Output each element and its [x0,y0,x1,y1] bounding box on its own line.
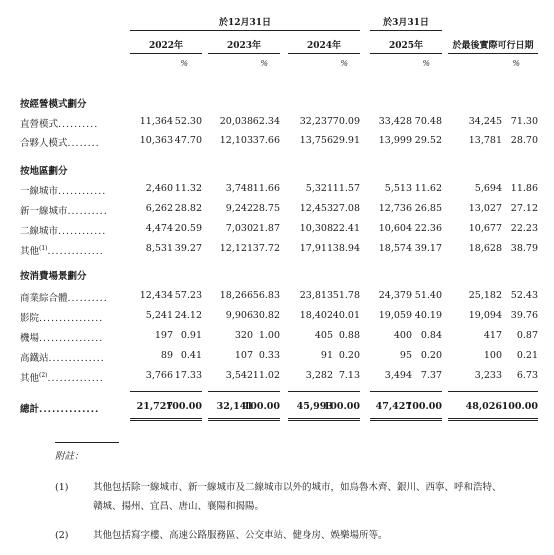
total-2022-count: 21,727 [136,401,173,412]
percent-symbol-latest: % [512,59,520,68]
cell-2025-count: 12,736 [378,203,412,214]
cell-latest-percent: 6.73 [516,370,538,381]
row-label: 合夥人模式........ [20,138,100,149]
cell-2023-count: 3,542 [225,370,253,381]
total-2025-count: 47,427 [375,401,412,412]
notes-divider [55,442,119,443]
cell-2023-count: 18,266 [219,290,253,301]
cell-2023-percent: 62.34 [252,116,280,127]
footnote-ref: (2) [39,371,48,379]
cell-latest-percent: 22.23 [510,223,538,234]
cell-latest-percent: 52.43 [510,290,538,301]
cell-2025-percent: 39.17 [414,243,442,254]
table-row [0,310,554,326]
cell-2023-count: 7,030 [225,223,253,234]
cell-2025-count: 33,428 [378,116,412,127]
footnote-ref: (1) [39,244,48,252]
cell-2024-percent: 40.01 [332,310,360,321]
row-label: 其他$^{(2)}$.............. [20,371,104,384]
footnote-2 [55,526,515,546]
row-label: 其他$^{(1)}$.............. [20,244,104,257]
total-latest-percent: 100.00 [501,401,538,412]
cell-2022-count: 8,531 [145,243,173,254]
cell-2024-percent: 38.94 [332,243,360,254]
cell-latest-percent: 28.70 [510,135,538,146]
cell-2025-count: 95 [399,350,412,361]
cell-2023-percent: 37.66 [252,135,280,146]
table-row [0,183,554,199]
cell-2022-count: 2,460 [145,183,173,194]
cell-2024-percent: 7.13 [338,370,360,381]
total-row [0,401,554,417]
cell-2022-count: 10,363 [139,135,173,146]
total-top-rule-2025 [370,391,442,392]
total-top-rule-2022 [130,391,202,392]
header-group-fy: 於12月31日 [218,18,272,28]
cell-2023-count: 320 [234,330,253,341]
header-rule-2024 [288,53,360,54]
total-2024-percent: 100.00 [323,401,360,412]
cell-2024-percent: 22.41 [332,223,360,234]
cell-2025-percent: 22.36 [414,223,442,234]
row-label: 機場................ [20,333,104,344]
cell-2023-percent: 28.75 [252,203,280,214]
total-2025-percent: 100.00 [405,401,442,412]
cell-2023-percent: 30.82 [252,310,280,321]
row-label: 高鐵站.............. [20,353,105,364]
footnote-mark: (1) [55,482,69,493]
table-row [0,330,554,346]
table-row [0,223,554,239]
row-label: 一線城市............ [20,186,107,197]
cell-2023-percent: 11.02 [252,370,280,381]
table-row [0,370,554,386]
cell-2025-count: 3,494 [384,370,412,381]
header-latest-date: 於最後實際可行日期 [452,41,534,51]
cell-2022-count: 5,241 [145,310,173,321]
cell-latest-count: 5,694 [474,183,502,194]
footnote-mark: (2) [55,530,69,541]
cell-2022-percent: 52.30 [174,116,202,127]
cell-2023-percent: 1.00 [258,330,280,341]
cell-2023-percent: 11.66 [252,183,280,194]
total-latest-count: 48,026 [465,401,502,412]
table-row [0,203,554,219]
header-year-2024: 2024年 [306,41,342,51]
cell-2023-count: 9,906 [225,310,253,321]
cell-2022-count: 4,474 [145,223,173,234]
header-rule-latest [448,53,538,54]
cell-2024-count: 12,453 [299,203,333,214]
header-rule-2022 [130,53,202,54]
cell-2025-percent: 29.52 [414,135,442,146]
row-label: 二線城市............ [20,226,107,237]
cell-latest-count: 100 [483,350,502,361]
section-title-operating-model: 按經營模式劃分 [20,99,87,110]
cell-2023-count: 20,038 [219,116,253,127]
cell-2022-percent: 11.32 [174,183,202,194]
cell-2023-percent: 0.33 [258,350,280,361]
row-label: 新一線城市.......... [20,206,108,217]
header-year-2023: 2023年 [226,41,262,51]
header-rule-2025 [370,53,442,54]
row-label: 影院................ [20,313,104,324]
total-bottom-rule-2023 [208,418,280,421]
cell-2022-percent: 39.27 [174,243,202,254]
cell-latest-count: 13,781 [468,135,502,146]
footnote-text: 其他包括寫字樓、高速公路服務區、公交車站、健身房、娛樂場所等。 [93,530,388,541]
cell-latest-count: 13,027 [468,203,502,214]
cell-2025-percent: 7.37 [420,370,442,381]
cell-2022-percent: 47.70 [174,135,202,146]
total-2024-count: 45,993 [296,401,333,412]
cell-2024-percent: 0.88 [338,330,360,341]
cell-latest-count: 19,094 [468,310,502,321]
cell-2022-count: 3,766 [145,370,173,381]
cell-2023-count: 3,748 [225,183,253,194]
cell-2023-percent: 37.72 [252,243,280,254]
cell-2022-count: 11,364 [139,116,173,127]
cell-2023-percent: 21.87 [252,223,280,234]
header-q-rule [370,30,442,31]
cell-latest-count: 10,677 [468,223,502,234]
cell-2025-count: 19,059 [378,310,412,321]
total-top-rule-latest [448,391,538,392]
total-2023-count: 32,141 [216,401,253,412]
cell-2023-percent: 56.83 [252,290,280,301]
cell-2025-percent: 26.85 [414,203,442,214]
cell-latest-count: 34,245 [468,116,502,127]
total-bottom-rule-2025 [370,418,442,421]
cell-latest-count: 417 [483,330,502,341]
total-label: 總計.............. [20,404,100,415]
cell-latest-percent: 0.87 [516,330,538,341]
cell-2024-percent: 70.09 [332,116,360,127]
cell-2022-percent: 57.23 [174,290,202,301]
footnote-text: 其他包括除一線城市、新一線城市及二線城市以外的城市，如烏魯木齊、銀川、西寧、呼和浩特、贛城、揚州、宜昌、唐山、襄陽和揭陽。 [93,482,502,512]
row-label: 商業綜合體.......... [20,293,108,304]
cell-2022-percent: 0.91 [180,330,202,341]
cell-2022-percent: 24.12 [174,310,202,321]
cell-2024-count: 405 [314,330,333,341]
cell-2022-count: 197 [154,330,173,341]
cell-2022-count: 12,434 [139,290,173,301]
cell-2024-percent: 51.78 [332,290,360,301]
cell-latest-count: 25,182 [468,290,502,301]
cell-2024-count: 10,308 [299,223,333,234]
cell-2022-percent: 0.41 [180,350,202,361]
percent-symbol-2023: % [260,59,268,68]
cell-2023-count: 107 [234,350,253,361]
notes-title: 附註： [55,451,84,462]
cell-latest-percent: 0.21 [516,350,538,361]
percent-symbol-2022: % [180,59,188,68]
section-title-consumption-scene: 按消費場景劃分 [20,271,87,282]
cell-2024-count: 32,237 [299,116,333,127]
cell-latest-percent: 38.79 [510,243,538,254]
total-2023-percent: 100.00 [243,401,280,412]
cell-latest-percent: 11.86 [510,183,538,194]
cell-2025-percent: 11.62 [414,183,442,194]
cell-2022-count: 89 [160,350,173,361]
cell-2024-percent: 29.91 [332,135,360,146]
total-2022-percent: 100.00 [165,401,202,412]
cell-2022-percent: 28.82 [174,203,202,214]
header-year-2025: 2025年 [388,41,424,51]
cell-2022-percent: 20.59 [174,223,202,234]
total-bottom-rule-2024 [288,418,360,421]
cell-2025-count: 24,379 [378,290,412,301]
cell-2024-count: 5,321 [305,183,333,194]
cell-2024-count: 13,756 [299,135,333,146]
row-label: 直營模式.......... [20,119,99,130]
cell-2022-percent: 17.33 [174,370,202,381]
total-top-rule-2023 [208,391,280,392]
table-row [0,135,554,151]
table-row [0,350,554,366]
cell-2023-count: 9,242 [225,203,253,214]
cell-2024-count: 18,402 [299,310,333,321]
header-group-q: 於3月31日 [383,18,429,28]
cell-2023-count: 12,121 [219,243,253,254]
cell-2025-percent: 0.20 [420,350,442,361]
cell-latest-percent: 39.76 [510,310,538,321]
cell-2025-percent: 51.40 [414,290,442,301]
cell-2022-count: 6,262 [145,203,173,214]
cell-2025-count: 10,604 [378,223,412,234]
cell-2023-count: 12,103 [219,135,253,146]
cell-2025-count: 18,574 [378,243,412,254]
cell-2025-count: 400 [393,330,412,341]
cell-2024-percent: 11.57 [332,183,360,194]
cell-latest-count: 3,233 [474,370,502,381]
total-top-rule-2024 [288,391,360,392]
cell-2024-percent: 27.08 [332,203,360,214]
header-fy-rule [130,30,360,31]
cell-2024-count: 17,911 [299,243,333,254]
cell-2024-count: 3,282 [305,370,333,381]
cell-2025-count: 5,513 [384,183,412,194]
cell-2025-percent: 70.48 [414,116,442,127]
section-title-region: 按地區劃分 [20,166,68,177]
total-bottom-rule-latest [448,418,538,421]
cell-2025-percent: 0.84 [420,330,442,341]
cell-2024-count: 91 [320,350,333,361]
cell-latest-percent: 27.12 [510,203,538,214]
header-year-2022: 2022年 [148,41,184,51]
table-row [0,290,554,306]
percent-symbol-2024: % [340,59,348,68]
table-row [0,116,554,132]
footnote-1 [55,478,515,518]
cell-latest-percent: 71.30 [510,116,538,127]
percent-symbol-2025: % [422,59,430,68]
total-bottom-rule-2022 [130,418,202,421]
cell-latest-count: 18,628 [468,243,502,254]
cell-2025-percent: 40.19 [414,310,442,321]
cell-2024-count: 23,813 [299,290,333,301]
cell-2024-percent: 0.20 [338,350,360,361]
header-rule-2023 [208,53,280,54]
table-row [0,243,554,259]
cell-2025-count: 13,999 [378,135,412,146]
